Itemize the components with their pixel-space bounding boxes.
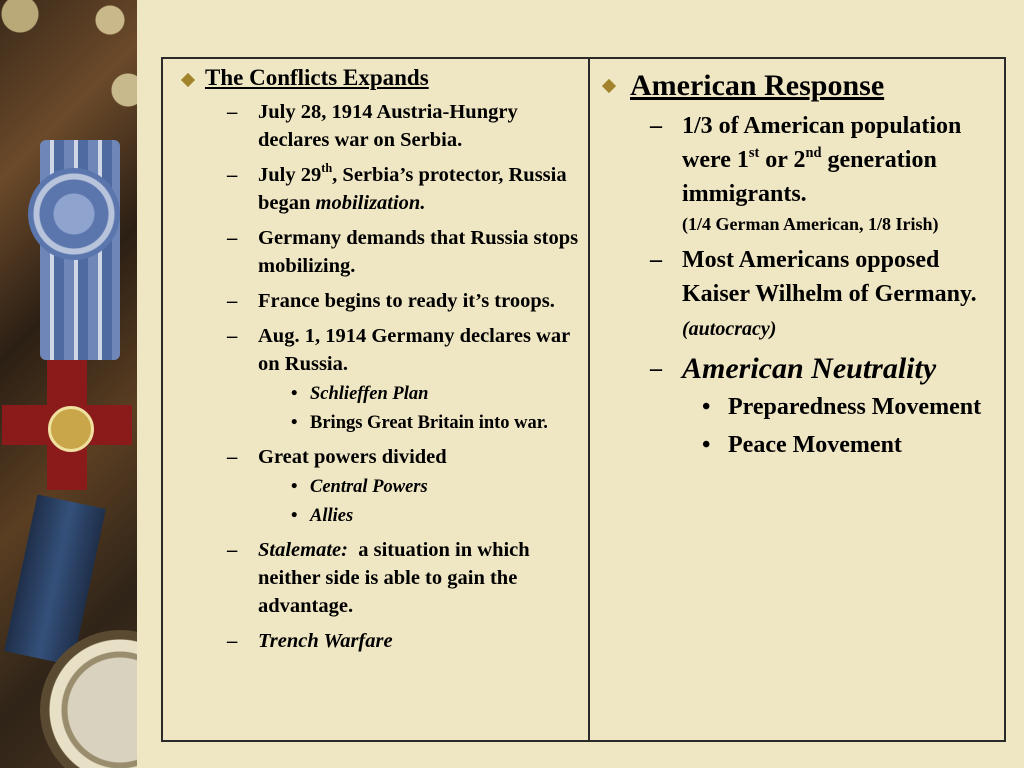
list-item: – Great powers divided bbox=[227, 443, 580, 471]
list-item: – July 28, 1914 Austria-Hungry declares war on Serbia. bbox=[227, 98, 580, 154]
sub-item-text: Central Powers bbox=[310, 477, 428, 497]
sub-list-item: • Allies bbox=[291, 503, 580, 529]
item-note: (1/4 German American, 1/8 Irish) bbox=[682, 214, 939, 234]
content-table bbox=[161, 57, 1006, 742]
right-heading-row bbox=[604, 69, 994, 103]
decorative-medal-image bbox=[0, 0, 137, 768]
list-item: – France begins to ready it’s troops. bbox=[227, 287, 580, 315]
item-text: American Neutrality bbox=[682, 352, 937, 385]
sub-item-text: Allies bbox=[310, 506, 354, 526]
sub-item-text: Brings Great Britain into war. bbox=[310, 413, 548, 433]
item-text: 1/3 of American population were 1st or 2nd generation immigrants. (1/4 German American, 1/8 Irish) bbox=[682, 109, 994, 237]
sub-list-item: • Central Powers bbox=[291, 474, 580, 500]
item-text: July 28, 1914 Austria-Hungry declares war on Serbia. bbox=[258, 101, 518, 151]
right-heading: American Response bbox=[630, 69, 885, 102]
list-item: – July 29th, Serbia’s protector, Russia began mobilization. bbox=[227, 161, 580, 217]
item-text: Trench Warfare bbox=[258, 630, 393, 652]
list-item: – Trench Warfare bbox=[227, 627, 580, 655]
item-text: France begins to ready it’s troops. bbox=[258, 290, 555, 312]
item-text: Aug. 1, 1914 Germany declares war on Russia. bbox=[258, 325, 570, 375]
sub-item-text: Preparedness Movement bbox=[728, 394, 982, 420]
sub-item-text: Peace Movement bbox=[728, 432, 902, 458]
list-item: – Germany demands that Russia stops mobilizing. bbox=[227, 224, 580, 280]
sub-list-item: • Peace Movement bbox=[702, 428, 994, 462]
diamond-bullet-icon bbox=[181, 73, 195, 87]
medal-center-graphic bbox=[48, 406, 94, 452]
list-item: – Most Americans opposed Kaiser Wilhelm of Germany. (autocracy) bbox=[650, 243, 994, 346]
sub-item-text: Schlieffen Plan bbox=[310, 384, 429, 404]
right-column bbox=[590, 59, 1004, 740]
item-text: Germany demands that Russia stops mobilizing. bbox=[258, 227, 579, 277]
item-text: Stalemate: a situation in which neither side is able to gain the advantage. bbox=[258, 539, 535, 617]
list-item: – American Neutrality bbox=[650, 352, 937, 385]
diamond-bullet-icon bbox=[602, 79, 616, 93]
item-text: July 29th, Serbia’s protector, Russia began mobilization. bbox=[258, 160, 567, 214]
sub-list-item: • Preparedness Movement bbox=[702, 390, 994, 424]
rosette-graphic bbox=[28, 168, 120, 260]
item-text: Most Americans opposed Kaiser Wilhelm of Germany. (autocracy) bbox=[682, 247, 977, 340]
list-item: – Stalemate: a situation in which neither side is able to gain the advantage. bbox=[227, 536, 580, 620]
left-heading: The Conflicts Expands bbox=[205, 65, 429, 90]
list-item: – Aug. 1, 1914 Germany declares war on Russia. bbox=[227, 322, 580, 378]
list-item: – 1/3 of American population were 1st or 2nd generation immigrants. (1/4 German American, 1/8 Irish) bbox=[650, 109, 994, 237]
sub-list-item: • Brings Great Britain into war. bbox=[291, 410, 580, 436]
left-heading-row bbox=[183, 65, 580, 91]
sub-list-item: • Schlieffen Plan bbox=[291, 381, 580, 407]
left-column bbox=[163, 59, 590, 740]
item-text: Great powers divided bbox=[258, 446, 447, 468]
